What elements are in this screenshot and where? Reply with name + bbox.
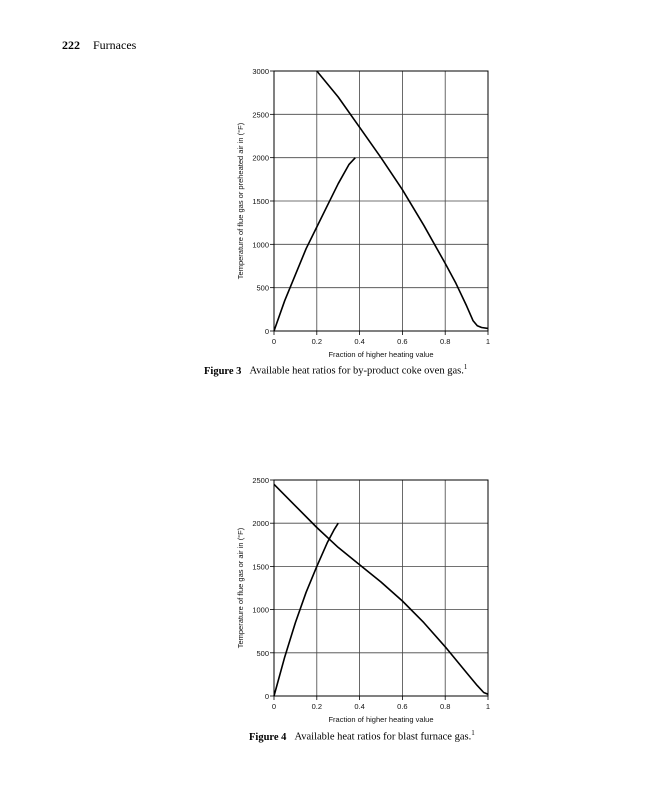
fig3-y-tick-label: 0 [264,327,269,336]
fig3-x-tick-label: 0.6 [397,337,408,346]
fig3-y-tick-label: 500 [256,283,269,293]
fig4-y-tick-label: 1500 [252,562,269,572]
fig4-y-tick-label: 2000 [252,519,269,529]
fig3-y-tick-label: 2000 [252,153,269,163]
fig3-y-tick-label: 3000 [252,67,269,76]
figure-4-caption-ref: 1 [471,729,475,737]
fig4-y-tick-label: 2500 [252,476,269,485]
fig3-x-tick-label: 0 [271,337,277,346]
figure-3-caption-text: Available heat ratios for by-product coke oven gas. [249,365,464,377]
fig3-x-tick-label: 1 [485,337,491,346]
fig4-x-tick-label: 0.6 [397,702,408,711]
fig4-y-axis-label: Temperature of flue gas or air in (°F) [236,527,245,649]
fig3-x-tick-label: 0.8 [439,337,451,346]
section-title: Furnaces [93,38,137,52]
fig4-x-tick-label: 0 [271,702,277,711]
fig3-y-tick-label: 1000 [252,240,269,250]
fig3-y-tick-label: 1500 [252,197,269,206]
fig3-y-tick-label: 2500 [252,110,269,120]
fig4-x-tick-label: 0.2 [311,702,323,711]
fig3-x-axis-label: Fraction of higher heating value [328,350,434,359]
figure-4-caption [249,729,475,743]
figure-3-caption [204,363,467,377]
fig4-x-tick-label: 1 [485,702,491,711]
fig4-y-tick-label: 0 [264,692,269,701]
fig4-y-tick-label: 1000 [252,605,269,615]
figure-3-label: Figure 3 [204,365,242,377]
fig4-plot-frame [274,480,488,696]
figure-4-caption-text: Available heat ratios for blast furnace gas. [294,731,472,743]
figure-4-label: Figure 4 [249,731,287,743]
fig4-x-axis-label: Fraction of higher heating value [328,715,434,724]
fig4-x-tick-label: 0.4 [354,702,365,711]
fig3-y-axis-label: Temperature of flue gas or preheated air in (°F) [236,122,245,280]
page-number: 222 [62,38,80,52]
fig4-y-tick-label: 500 [256,648,269,658]
fig4-x-tick-label: 0.8 [439,702,451,711]
fig3-x-tick-label: 0.4 [354,337,365,346]
figure-3-caption-ref: 1 [463,363,468,371]
fig3-x-tick-label: 0.2 [311,337,323,346]
fig4-series-2-line [274,484,488,694]
